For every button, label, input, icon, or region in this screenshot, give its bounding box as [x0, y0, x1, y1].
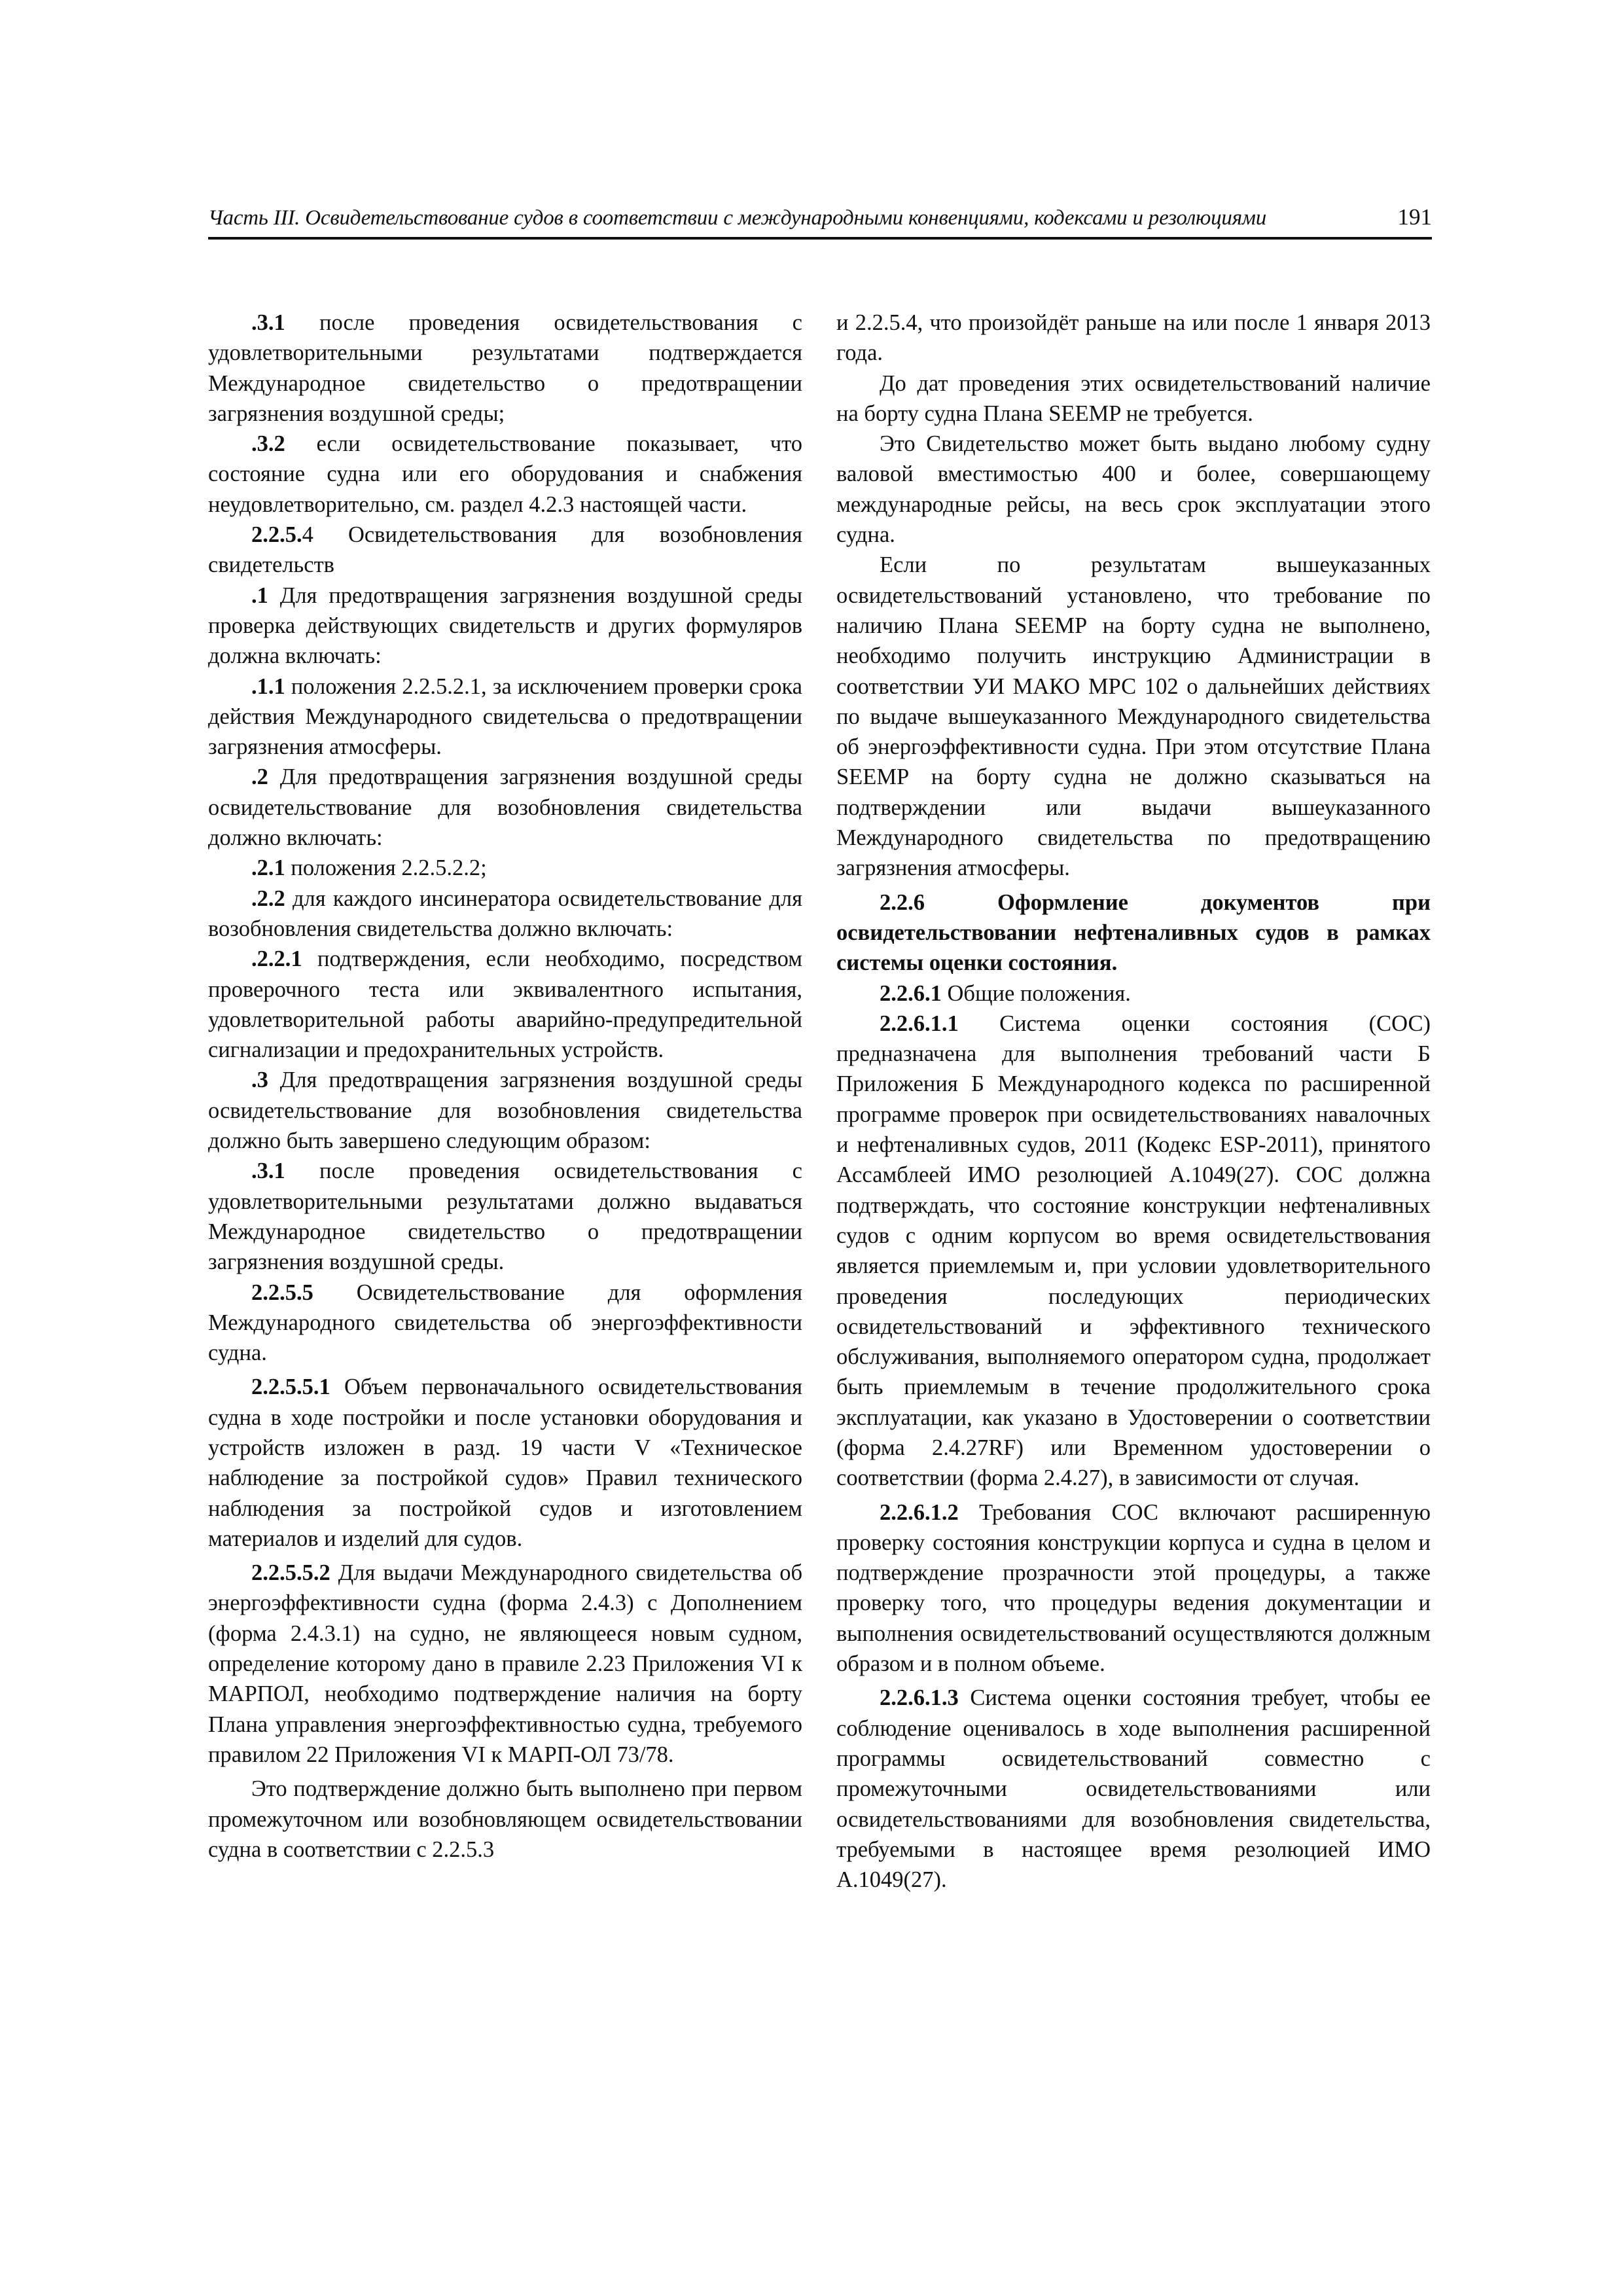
- paragraph: [208, 672, 802, 762]
- paragraph-text: Для предотвращения загрязнения воздушной среды освидетельствование для возобновления свидетельства должно быть завершено следующим образом:: [208, 1067, 802, 1154]
- clause-number: .1.1: [251, 673, 285, 699]
- paragraph-text: До дат проведения этих освидетельствований наличие на борту судна Плана SEEMP не требуется.: [836, 370, 1431, 426]
- paragraph: [836, 429, 1431, 550]
- paragraph: [208, 1278, 802, 1369]
- clause-number: .2.2.1: [251, 946, 302, 972]
- clause-number: .3.1: [251, 1158, 285, 1184]
- clause-number: 2.2.5.5.2: [251, 1560, 330, 1586]
- clause-number: .1: [251, 583, 268, 608]
- paragraph-text: если освидетельствование показывает, что состояние судна или его оборудования и снабжения неудовлетворительно, см. раздел 4.2.3 настоящей части.: [208, 431, 802, 517]
- paragraph: [208, 308, 802, 429]
- paragraph-text: Освидетельствование для оформления Международного свидетельства об энергоэффективности судна.: [208, 1280, 802, 1366]
- paragraph-text: 4 Освидетельствования для возобновления свидетельств: [208, 522, 802, 578]
- clause-number: 2.2.6.1.2: [880, 1499, 959, 1525]
- paragraph: [208, 944, 802, 1065]
- paragraph-text: Если по результатам вышеуказанных освидетельствований установлено, что требование по наличию Плана SEEMP на борту судна не выполнено, необходимо получить инструкцию Администрации в соответствии УИ МАКО МРС 102 о дальнейших действиях по выдаче вышеуказанного Международного свидетельства об энергоэффективности судна. При этом отсутствие Плана SEEMP на борту судна не должно сказываться на подтверждении или выдачи вышеуказанного Международного свидетельства по предотвращению загрязнения атмосферы.: [836, 552, 1431, 881]
- paragraph-text: Система оценки состояния (СОС) предназначена для выполнения требований части Б Приложения Б Международного кодекса по расширенной программе проверок при освидетельствованиях навалочных и нефтеналивных судов, 2011 (Кодекс ESP-2011), принятого Ассамблеей ИМО резолюцией А.1049(27). СОС должна подтверждать, что состояние конструкции нефтеналивных судов с одним корпусом во время освидетельствования является приемлемым и, при условии удовлетворительного проведения последующих периодических освидетельствований и эффективного технического обслуживания, выполняемого оператором судна, продолжает быть приемлемым в течение продолжительного срока эксплуатации, как указано в Удостоверении о соответствии (форма 2.4.27RF) или Временном удостоверении о соответствии (форма 2.4.27), в зависимости от случая.: [836, 1011, 1431, 1491]
- paragraph-text: Общие положения.: [941, 980, 1131, 1006]
- paragraph: [208, 853, 802, 883]
- left-column: [208, 308, 802, 1865]
- paragraph: [208, 1774, 802, 1865]
- paragraph: [208, 1558, 802, 1770]
- paragraph: [208, 429, 802, 520]
- clause-number: .2: [251, 764, 268, 790]
- paragraph-text: подтверждения, если необходимо, посредством проверочного теста или эквивалентного испытания, удовлетворительной работы аварийно-предупредительной сигнализации и предохранительных устройств.: [208, 946, 802, 1063]
- clause-number: .2.1: [251, 855, 285, 881]
- paragraph: [836, 1009, 1431, 1494]
- paragraph: [208, 1065, 802, 1156]
- paragraph: [836, 1683, 1431, 1895]
- paragraph: [836, 1498, 1431, 1679]
- right-column: [836, 308, 1431, 1895]
- paragraph: [208, 1156, 802, 1277]
- page-number: 191: [1397, 204, 1432, 230]
- paragraph-text: Это Свидетельство может быть выдано любому судну валовой вместимостью 400 и более, совершающему международные рейсы, на весь срок эксплуатации этого судна.: [836, 431, 1431, 548]
- clause-number: 2.2.6.1.1: [880, 1011, 959, 1036]
- section-heading: [836, 888, 1431, 978]
- paragraph-text: Это подтверждение должно быть выполнено при первом промежуточном или возобновляющем освидетельствовании судна в соответствии с 2.2.5.3: [208, 1776, 802, 1862]
- clause-number: 2.2.5.: [251, 522, 302, 548]
- paragraph: [836, 978, 1431, 1009]
- paragraph-text: и 2.2.5.4, что произойдёт раньше на или после 1 января 2013 года.: [836, 310, 1431, 366]
- paragraph: [836, 550, 1431, 883]
- clause-number: 2.2.6.1: [880, 980, 942, 1006]
- paragraph: [208, 581, 802, 672]
- paragraph-text: Для выдачи Международного свидетельства об энергоэффективности судна (форма 2.4.3) с Дополнением (форма 2.4.3.1) на судно, не являющееся новым судном, определение которому дано в правиле 2.23 Приложения VI к МАРПОЛ, необходимо подтверждение наличия на борту Плана управления энергоэффективностью судна, требуемого правилом 22 Приложения VI к МАРП-ОЛ 73/78.: [208, 1560, 802, 1767]
- paragraph: [208, 520, 802, 581]
- paragraph-text: положения 2.2.5.2.1, за исключением проверки срока действия Международного свидетельсва о предотвращении загрязнения атмосферы.: [208, 673, 802, 760]
- paragraph: [836, 308, 1431, 368]
- paragraph-text: для каждого инсинератора освидетельствование для возобновления свидетельства должно включать:: [208, 886, 802, 941]
- clause-number: .2.2: [251, 886, 285, 911]
- clause-number: .3.2: [251, 431, 285, 457]
- paragraph-text: положения 2.2.5.2.2;: [285, 855, 487, 881]
- paragraph-text: Требования СОС включают расширенную проверку состояния конструкции корпуса и судна в целом и подтверждение прозрачности этой процедуры, а также проверку того, что процедуры ведения документации и выполнения освидетельствований осуществляются должным образом и в полном объеме.: [836, 1499, 1431, 1677]
- paragraph-text: Объем первоначального освидетельствования судна в ходе постройки и после установки оборудования и устройств изложен в разд. 19 части V «Техническое наблюдение за постройкой судов» Правил технического наблюдения за постройкой судов и изготовлением материалов и изделий для судов.: [208, 1374, 802, 1551]
- clause-number: 2.2.5.5.1: [251, 1374, 330, 1400]
- section-heading-text: 2.2.6 Оформление документов при освидетельствовании нефтеналивных судов в рамках системы оценки состояния.: [836, 889, 1431, 976]
- paragraph: [208, 884, 802, 944]
- clause-number: .3: [251, 1067, 268, 1093]
- paragraph: [836, 368, 1431, 429]
- paragraph-text: Для предотвращения загрязнения воздушной среды проверка действующих свидетельств и других формуляров должна включать:: [208, 583, 802, 669]
- paragraph-text: после проведения освидетельствования с удовлетворительными результатами должно выдаваться Международное свидетельство о предотвращении загрязнения воздушной среды.: [208, 1158, 802, 1275]
- running-header: [208, 196, 1432, 240]
- paragraph: [208, 1372, 802, 1554]
- clause-number: 2.2.6.1.3: [880, 1685, 959, 1711]
- paragraph-text: после проведения освидетельствования с удовлетворительными результатами подтверждается Международное свидетельство о предотвращении загрязнения воздушной среды;: [208, 310, 802, 426]
- paragraph: [208, 762, 802, 853]
- paragraph-text: Для предотвращения загрязнения воздушной среды освидетельствование для возобновления свидетельства должно включать:: [208, 764, 802, 851]
- clause-number: 2.2.5.5: [251, 1280, 313, 1305]
- header-title: Часть III. Освидетельствование судов в соответствии с международными конвенциями, кодексами и резолюциями: [208, 206, 1266, 230]
- clause-number: .3.1: [251, 310, 285, 335]
- paragraph-text: Система оценки состояния требует, чтобы ее соблюдение оценивалось в ходе выполнения расширенной программы освидетельствований совместно с промежуточными освидетельствованиями или освидетельствованиями для возобновления свидетельства, требуемыми в настоящее время резолюцией ИМО А.1049(27).: [836, 1685, 1431, 1893]
